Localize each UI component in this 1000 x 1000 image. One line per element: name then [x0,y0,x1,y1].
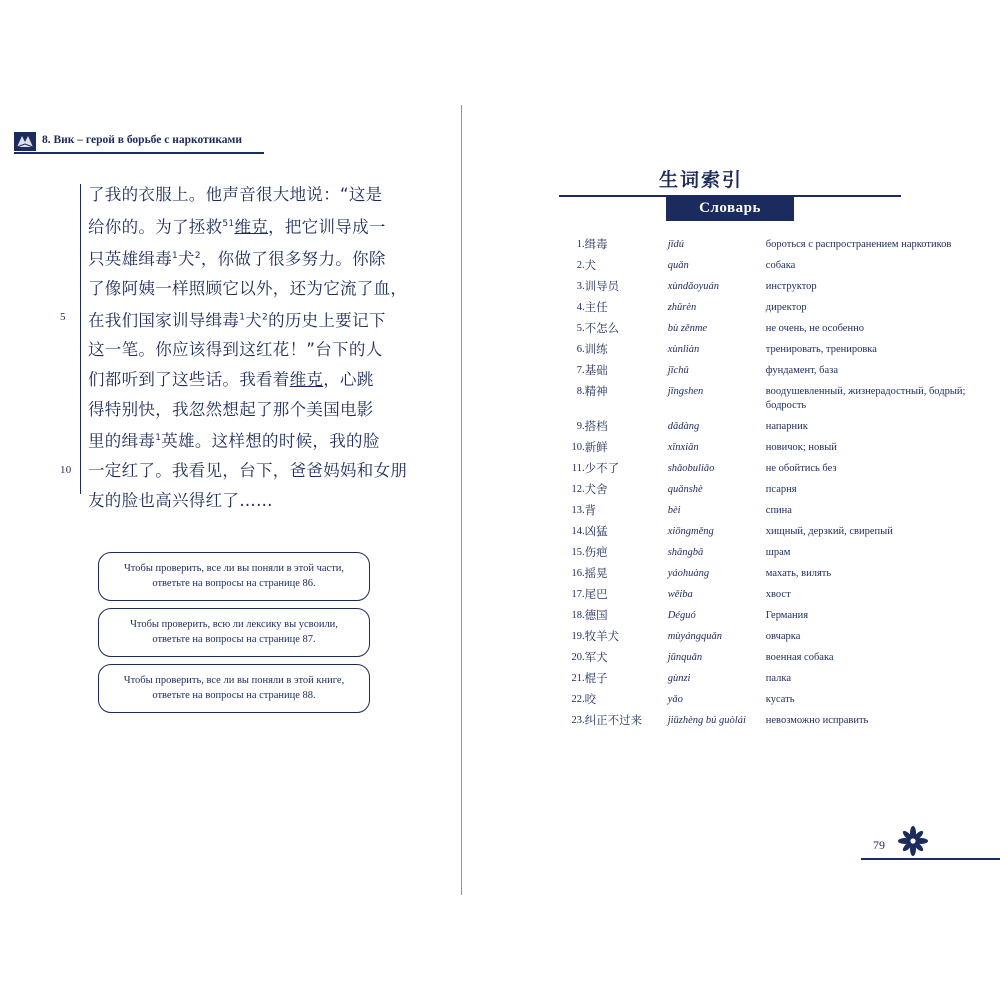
vocabulary-pinyin: bèi [667,504,681,516]
vocabulary-translation: кусать [765,693,795,705]
vocabulary-pinyin: dādàng [667,420,700,432]
vocabulary-index: 11. [571,462,585,474]
vocabulary-hanzi: 不怎么 [584,321,620,335]
note-box: Чтобы проверить, всю ли лексику вы усвоили, ответьте на вопросы на странице 87. [98,608,370,657]
vocabulary-index: 6. [576,344,585,355]
vocabulary-translation: не очень, не особенно [765,323,864,334]
vocabulary-translation: овчарка [765,630,801,642]
vocabulary-row [559,259,979,280]
vocabulary-row [559,714,979,735]
vocabulary-translation: хвост [765,588,791,600]
vocabulary-pinyin: xīnxiān [667,441,699,453]
vocabulary-translation: тренировать, тренировка [765,344,877,355]
vocabulary-pinyin: yǎo [667,693,683,705]
vocabulary-pinyin: jīdú [667,239,685,250]
vocabulary-hanzi: 少不了 [584,460,620,475]
footer-rule [861,858,1000,860]
vocabulary-hanzi: 德国 [584,607,608,622]
vocabulary-hanzi: 军犬 [584,649,608,664]
vocabulary-translation: невозможно исправить [765,714,869,726]
vocabulary-pinyin: shǎobuliǎo [667,462,715,474]
vocabulary-pinyin: shāngbā [667,546,704,558]
vocabulary-translation: Германия [765,609,809,621]
vocabulary-pinyin: jīngshen [667,386,704,397]
vocabulary-translation: собака [765,260,796,271]
vocabulary-index: 17. [571,588,585,600]
vocabulary-hanzi: 棍子 [584,670,608,685]
story-line: 得特别快，我忽然想起了那个美国电影 [88,399,374,419]
vocabulary-translation: хищный, дерзкий, свирепый [765,525,893,537]
vocabulary-translation: военная собака [765,651,834,663]
vocabulary-index: 13. [571,504,585,516]
vocabulary-index: 23. [571,714,585,726]
vocabulary-hanzi: 尾巴 [584,586,608,601]
text-margin-rule [80,184,81,494]
vocabulary-translation: инструктор [765,281,817,292]
vocabulary-pinyin: jūnquǎn [667,651,703,663]
vocabulary-index: 2. [576,260,585,271]
vocabulary-translation: напарник [765,420,808,432]
page-number: 79 [873,838,885,852]
book-emblem-icon [14,132,36,151]
vocabulary-index: 15. [571,546,585,558]
note-box: Чтобы проверить, все ли вы поняли в этой части, ответьте на вопросы на странице 86. [98,552,370,601]
vocabulary-hanzi: 纠正不过来 [584,712,643,727]
vocabulary-hanzi: 牧羊犬 [584,628,620,643]
vocabulary-title-cn: 生词索引 [658,169,743,191]
vocabulary-pinyin: xùndǎoyuán [667,281,720,292]
vocabulary-pinyin: quǎnshè [667,483,703,495]
vocabulary-hanzi: 搭档 [584,418,608,433]
vocabulary-index: 18. [571,609,585,621]
running-head-rule [14,152,264,154]
story-line: 们都听到了这些话。我看着维克，心跳 [88,370,374,390]
vocabulary-translation: фундамент, база [765,365,838,376]
vocabulary-row [559,693,979,714]
vocabulary-hanzi: 犬 [584,258,597,272]
vocabulary-translation: палка [765,672,791,684]
vocabulary-row [559,525,979,546]
left-page [0,0,461,1000]
vocabulary-row [559,609,979,630]
story-line: 友的脸也高兴得红了…… [88,490,273,510]
vocabulary-row [559,672,979,693]
story-line-text: 在我们国家训导缉毒$^1$犬$^2$的历史上要记下 [88,310,386,330]
story-line: 了我的衣服上。他声音很大地说：“这是 [88,185,383,204]
vocabulary-index: 12. [571,483,585,495]
vocabulary-hanzi: 犬舍 [584,481,608,496]
vocabulary-pinyin: xùnliàn [667,344,700,355]
vocabulary-index: 3. [576,281,585,292]
vocabulary-index: 7. [576,365,585,376]
vocabulary-index: 20. [571,651,585,663]
vocabulary-pinyin: gùnzi [667,672,691,684]
running-head-title: 8. Вик – герой в борьбе с наркотиками [42,134,242,146]
vocabulary-translation: шрам [765,546,791,558]
vocabulary-hanzi: 咬 [584,691,597,706]
vocabulary-row [559,301,979,322]
vocabulary-hanzi: 伤疤 [584,544,608,559]
vocabulary-index: 4. [576,302,585,313]
vocabulary-row [559,504,979,525]
story-line [60,456,408,486]
vocabulary-hanzi: 凶猛 [584,523,608,538]
vocabulary-hanzi: 新鲜 [584,439,608,454]
vocabulary-row [559,322,979,343]
vocabulary-index: 5. [576,323,585,334]
vocabulary-pinyin: zhǔrèn [667,302,697,313]
vocabulary-index: 19. [571,630,585,642]
vocabulary-row [559,567,979,588]
vocabulary-translation: новичок; новый [765,441,837,453]
vocabulary-index: 16. [571,567,585,579]
vocabulary-index: 9. [576,420,585,432]
vocabulary-pinyin: quǎn [667,260,689,271]
vocabulary-hanzi: 训导员 [584,279,620,293]
vocabulary-index: 10. [571,441,585,453]
vocabulary-hanzi: 背 [584,502,597,517]
vocabulary-pinyin: Déguó [667,609,696,621]
note-box: Чтобы проверить, все ли вы поняли в этой книге, ответьте на вопросы на странице 88. [98,664,370,713]
vocabulary-translation: махать, вилять [765,567,832,579]
flower-ornament-icon [898,826,928,856]
line-number: 10 [60,464,72,477]
vocabulary-table [559,238,979,735]
vocabulary-hanzi: 摇晃 [584,565,608,580]
vocabulary-row [559,441,979,462]
story-line: 这一笔。你应该得到这红花！”台下的人 [88,340,383,360]
vocabulary-hanzi: 缉毒 [584,237,608,251]
vocabulary-row [559,385,979,420]
vocabulary-pinyin: mùyángquǎn [667,630,722,642]
line-number: 5 [60,311,66,324]
vocabulary-hanzi: 主任 [584,300,608,314]
vocabulary-hanzi: 训练 [584,342,608,356]
vocabulary-row [559,280,979,301]
vocabulary-pinyin: jiūzhèng bú guòlái [667,714,746,726]
story-line-text: 一定红了。我看见，台下，爸爸妈妈和女朋 [88,461,408,481]
vocabulary-row [559,588,979,609]
vocabulary-pinyin: xiōngměng [667,525,714,537]
vocabulary-pinyin: jīchǔ [667,365,689,376]
vocabulary-row [559,364,979,385]
vocabulary-translation: псарня [765,483,797,495]
vocabulary-row [559,483,979,504]
vocabulary-index: 21. [571,672,585,684]
vocabulary-translation: директор [765,302,807,313]
vocabulary-index: 22. [571,693,585,705]
story-line: 给你的。为了拯救$^{51}$维克，把它训导成一 [88,217,386,237]
story-text-block [60,180,408,516]
vocabulary-row [559,546,979,567]
vocabulary-pinyin: yáohuàng [667,567,710,579]
vocabulary-translation: спина [765,504,792,516]
vocabulary-translation: воодушевленный, жизнерадостный, бодрый; бодрость [765,386,966,411]
vocabulary-row [559,420,979,441]
story-line: 了像阿姨一样照顾它以外，还为它流了血， [88,278,408,298]
vocabulary-index: 14. [571,525,585,537]
vocabulary-hanzi: 精神 [584,384,608,398]
vocabulary-row [559,238,979,259]
vocabulary-translation: не обойтись без [765,462,837,474]
vocabulary-index: 8. [576,386,585,397]
vocabulary-index: 1. [576,239,585,250]
vocabulary-hanzi: 基础 [584,363,608,377]
vocabulary-pinyin: bù zěnme [667,323,708,334]
story-line: 里的缉毒$^1$英雄。这样想的时候，我的脸 [88,431,380,451]
vocabulary-row [559,462,979,483]
vocabulary-row [559,343,979,364]
right-page [461,0,1000,1000]
vocabulary-pinyin: wěiba [667,588,693,600]
vocabulary-translation: бороться с распространением наркотиков [765,239,952,250]
story-line [60,303,386,335]
vocabulary-row [559,651,979,672]
vocabulary-row [559,630,979,651]
vocabulary-title-ru: Словарь [666,196,794,221]
story-line: 只英雄缉毒$^1$犬$^2$，你做了很多努力。你除 [88,249,386,269]
running-head [14,132,274,154]
